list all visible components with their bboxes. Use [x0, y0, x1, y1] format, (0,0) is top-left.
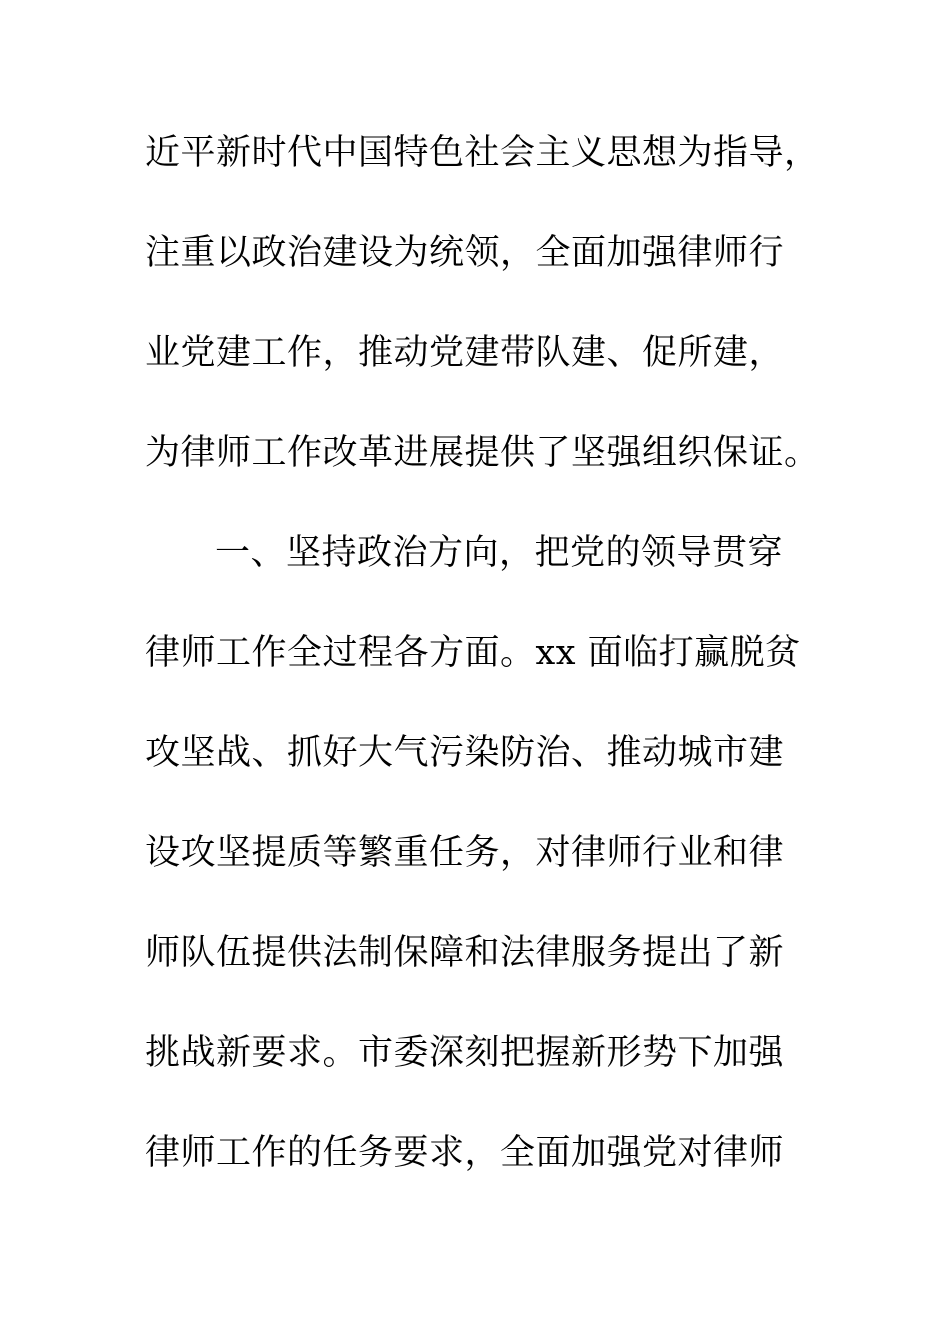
text-line: 为律师工作改革进展提供了坚强组织保证。: [145, 433, 820, 473]
text-line: 设攻坚提质等繁重任务，对律师行业和律: [145, 833, 785, 873]
text-line: 师队伍提供法制保障和法律服务提出了新: [145, 933, 785, 973]
section-heading-line: 一、坚持政治方向，把党的领导贯穿: [215, 533, 784, 573]
text-line: 律师工作全过程各方面。xx 面临打赢脱贫: [145, 633, 801, 673]
text-line: 攻坚战、抓好大气污染防治、推动城市建: [145, 733, 785, 773]
text-line: 注重以政治建设为统领，全面加强律师行: [145, 233, 785, 273]
text-line: 业党建工作，推动党建带队建、促所建，: [145, 333, 785, 373]
text-line: 近平新时代中国特色社会主义思想为指导，: [145, 133, 820, 173]
text-line: 挑战新要求。市委深刻把握新形势下加强: [145, 1033, 785, 1073]
text-line: 律师工作的任务要求，全面加强党对律师: [145, 1133, 785, 1173]
